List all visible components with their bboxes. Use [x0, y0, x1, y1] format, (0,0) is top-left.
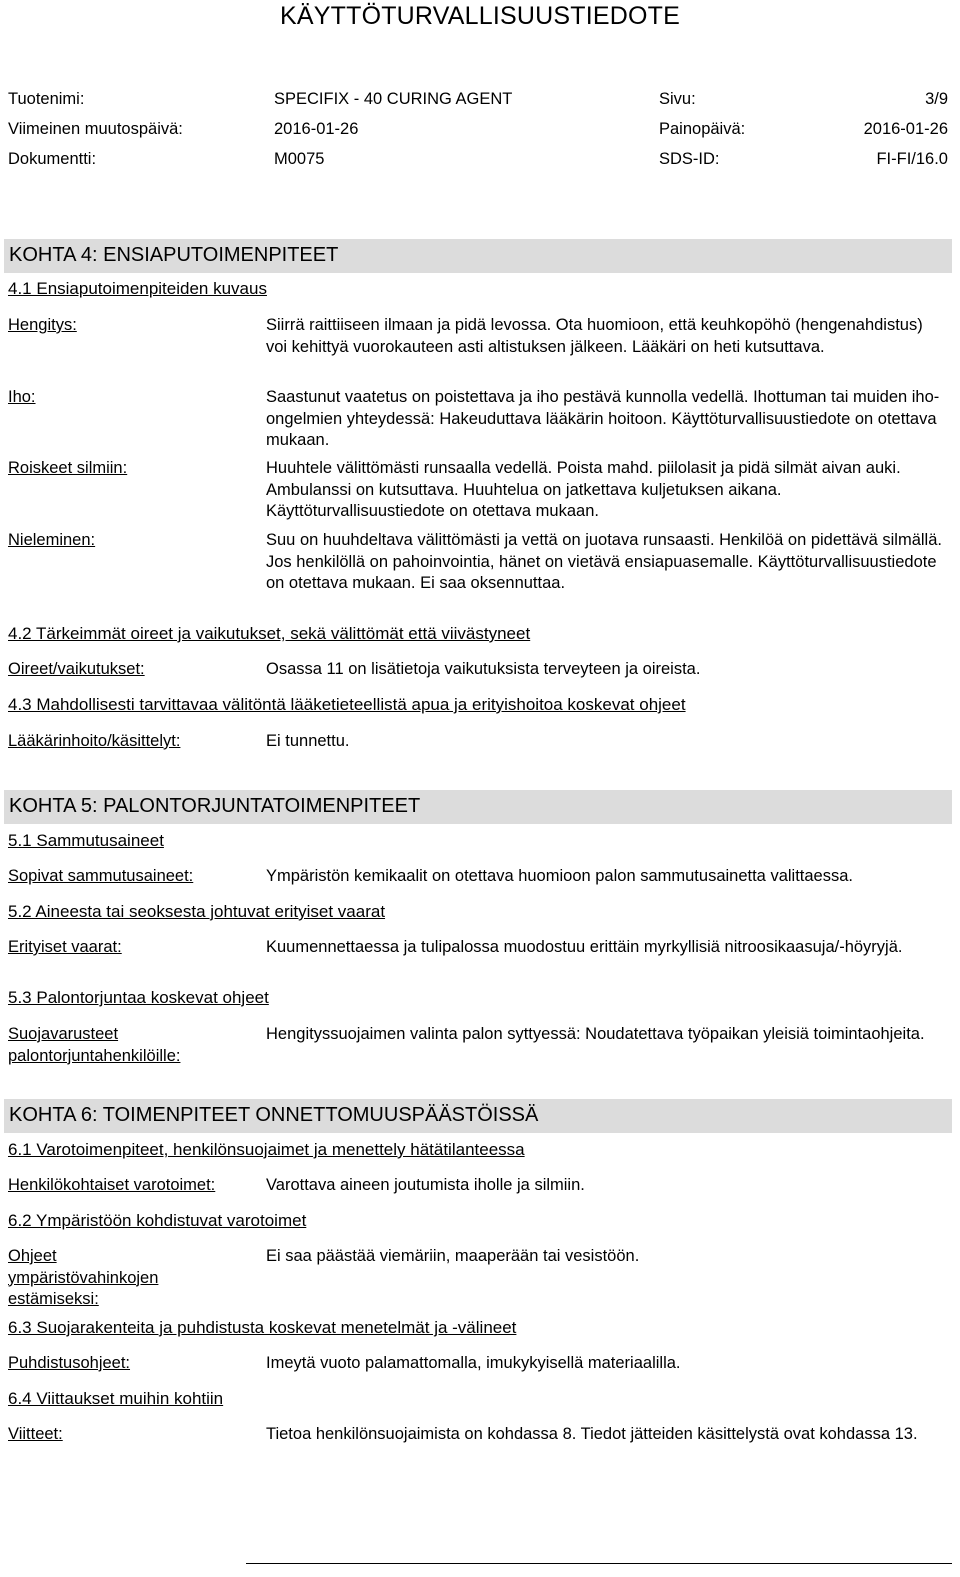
ingestion-label: Nieleminen: [8, 531, 96, 549]
page-label: Sivu: [659, 90, 696, 108]
environmental-precautions-label: Ohjeet ympäristövahinkojen estämiseksi: [8, 1247, 159, 1308]
special-hazards-label: Erityiset vaarat: [8, 938, 122, 956]
eye-contact-text: Huuhtele välittömästi runsaalla vedellä. Poista mahd. piilolasit ja pidä silmät aivan auki. Ambulanssi on kutsuttava. Huuhtelua on jatkettava kuljetuksen aikana. Käyttöturvallisuustiedote on otettava mukaan. [266, 459, 901, 520]
header-row-dates [8, 120, 948, 142]
section-6-title: KOHTA 6: TOIMENPITEET ONNETTOMUUSPÄÄSTÖISSÄ [4, 1099, 952, 1133]
product-name-label: Tuotenimi: [8, 90, 85, 108]
subsection-4-2-title: 4.2 Tärkeimmät oireet ja vaikutukset, sekä välittömät että viivästyneet [8, 624, 531, 643]
sds-id-value: FI-FI/16.0 [876, 150, 948, 168]
subsection-5-3-title: 5.3 Palontorjuntaa koskevat ohjeet [8, 988, 269, 1007]
firefighter-protection-text: Hengityssuojaimen valinta palon syttyessä: Noudatettava työpaikan yleisiä toimintaohjeita. [266, 1025, 925, 1043]
header-row-document [8, 150, 948, 172]
footer-divider [246, 1563, 952, 1564]
document-title: KÄYTTÖTURVALLISUUSTIEDOTE [280, 2, 680, 30]
skin-label: Iho: [8, 388, 36, 406]
extinguishing-media-text: Ympäristön kemikaalit on otettava huomioon palon sammutusainetta valittaessa. [266, 867, 853, 885]
subsection-5-1-title: 5.1 Sammutusaineet [8, 831, 164, 850]
references-label: Viitteet: [8, 1425, 63, 1443]
treatment-label: Lääkärinhoito/käsittelyt: [8, 732, 181, 750]
header-row-product [8, 90, 948, 112]
section-5-title: KOHTA 5: PALONTORJUNTATOIMENPITEET [4, 790, 952, 824]
personal-precautions-label: Henkilökohtaiset varotoimet: [8, 1176, 216, 1194]
subsection-4-1-title: 4.1 Ensiaputoimenpiteiden kuvaus [8, 279, 267, 298]
subsection-6-3-title: 6.3 Suojarakenteita ja puhdistusta koskevat menetelmät ja -välineet [8, 1318, 517, 1337]
eye-contact-label: Roiskeet silmiin: [8, 459, 128, 477]
section-4-title: KOHTA 4: ENSIAPUTOIMENPITEET [4, 239, 952, 273]
sds-id-label: SDS-ID: [659, 150, 720, 168]
firefighter-protection-label: Suojavarusteet palontorjuntahenkilöille: [8, 1025, 181, 1065]
subsection-5-2-title: 5.2 Aineesta tai seoksesta johtuvat erityiset vaarat [8, 902, 386, 921]
inhalation-text: Siirrä raittiiseen ilmaan ja pidä levossa. Ota huomioon, että keuhkopöhö (hengenahdistus) voi kehittyä vuorokauteen asti altistuksen jälkeen. Lääkäri on heti kutsuttava. [266, 316, 923, 356]
document-value: M0075 [274, 150, 325, 168]
cleanup-label: Puhdistusohjeet: [8, 1354, 131, 1372]
document-label: Dokumentti: [8, 150, 97, 168]
revision-date-label: Viimeinen muutospäivä: [8, 120, 183, 138]
cleanup-text: Imeytä vuoto palamattomalla, imukykyisellä materiaalilla. [266, 1354, 681, 1372]
inhalation-label: Hengitys: [8, 316, 77, 334]
print-date-label: Painopäivä: [659, 120, 746, 138]
subsection-6-2-title: 6.2 Ympäristöön kohdistuvat varotoimet [8, 1211, 307, 1230]
subsection-6-4-title: 6.4 Viittaukset muihin kohtiin [8, 1389, 224, 1408]
ingestion-text: Suu on huuhdeltava välittömästi ja vettä on juotava runsaasti. Henkilöä on pidettävä silmällä. Jos henkilöllä on pahoinvointia, hänet on vietävä ensiapuasemalle. Käyttöturvallisuustiedote on otettava mukaan. Ei saa oksennuttaa. [266, 531, 942, 592]
revision-date-value: 2016-01-26 [274, 120, 359, 138]
page-value: 3/9 [925, 90, 948, 108]
subsection-4-3-title: 4.3 Mahdollisesti tarvittavaa välitöntä lääketieteellistä apua ja erityishoitoa koskevat ohjeet [8, 695, 686, 714]
symptoms-text: Osassa 11 on lisätietoja vaikutuksista terveyteen ja oireista. [266, 660, 701, 678]
subsection-6-1-title: 6.1 Varotoimenpiteet, henkilönsuojaimet ja menettely hätätilanteessa [8, 1140, 525, 1159]
treatment-text: Ei tunnettu. [266, 732, 350, 750]
environmental-precautions-text: Ei saa päästää viemäriin, maaperään tai vesistöön. [266, 1247, 640, 1265]
extinguishing-media-label: Sopivat sammutusaineet: [8, 867, 194, 885]
skin-text: Saastunut vaatetus on poistettava ja iho pestävä kunnolla vedellä. Ihottuman tai muiden iho-ongelmien yhteydessä: Hakeuduttava lääkärin hoitoon. Käyttöturvallisuustiedote on otettava mukaan. [266, 388, 940, 449]
personal-precautions-text: Varottava aineen joutumista iholle ja silmiin. [266, 1176, 585, 1194]
symptoms-label: Oireet/vaikutukset: [8, 660, 145, 678]
product-name-value: SPECIFIX - 40 CURING AGENT [274, 90, 513, 108]
references-text: Tietoa henkilönsuojaimista on kohdassa 8. Tiedot jätteiden käsittelystä ovat kohdassa 13. [266, 1425, 918, 1443]
print-date-value: 2016-01-26 [863, 120, 948, 138]
special-hazards-text: Kuumennettaessa ja tulipalossa muodostuu erittäin myrkyllisiä nitroosikaasuja/-höyryjä. [266, 938, 903, 956]
